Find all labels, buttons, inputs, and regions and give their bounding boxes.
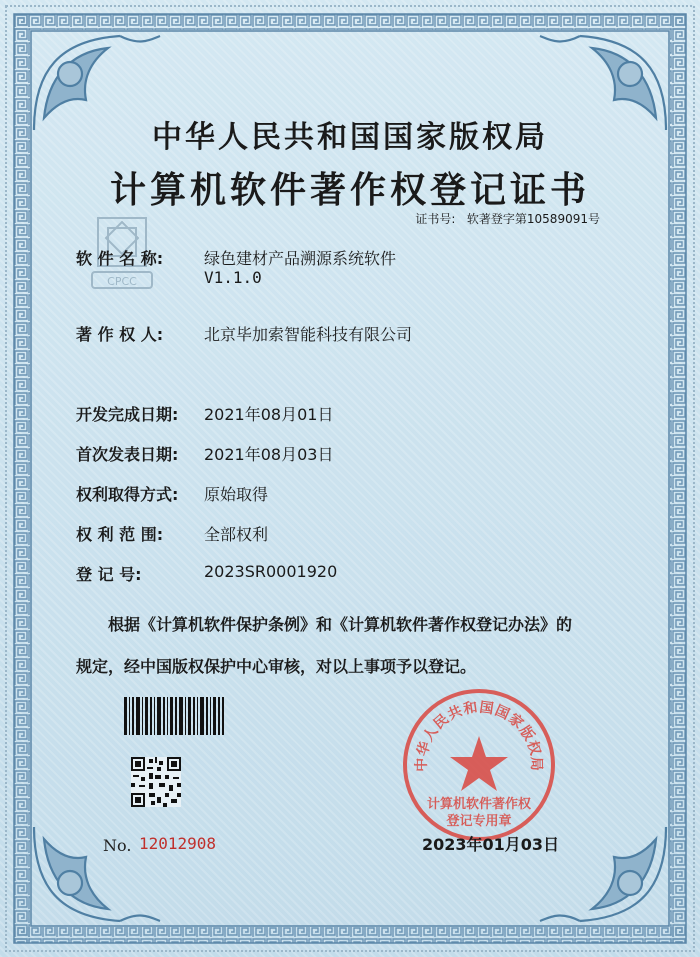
seal-line-2: 登记专用章 (446, 814, 512, 829)
serial-number-label: No. (103, 836, 132, 855)
certificate-title: 计算机软件著作权登记证书 (109, 169, 590, 211)
publication-date-label: 首次发表日期: (76, 445, 179, 464)
software-version-value: V1.1.0 (204, 268, 262, 287)
statement-line-2: 规定，经中国版权保护中心审核，对以上事项予以登记。 (76, 657, 477, 676)
development-date-label: 开发完成日期: (76, 405, 179, 424)
issuer-title: 中华人民共和国国家版权局 (152, 120, 548, 155)
seal-line-1: 计算机软件著作权 (426, 797, 532, 812)
certificate-number (415, 210, 600, 227)
rights-acquisition-label: 权利取得方式: (76, 485, 179, 504)
certificate-number-label: 证书号: (415, 212, 456, 226)
certificate-number-value: 软著登字第10589091号 (466, 212, 600, 226)
issue-date: 2023年01月03日 (422, 835, 560, 854)
publication-date-value: 2021年08月03日 (204, 445, 334, 464)
registration-number-value: 2023SR0001920 (204, 562, 338, 581)
rights-scope-label: 权 利 范 围: (76, 525, 164, 544)
official-seal-icon (400, 686, 558, 844)
rights-scope-value: 全部权利 (204, 525, 269, 544)
development-date-value: 2021年08月01日 (204, 405, 334, 424)
statement-line-1: 根据《计算机软件保护条例》和《计算机软件著作权登记办法》的 (108, 615, 573, 634)
serial-number-value: 12012908 (139, 834, 217, 853)
seal-top-text: 中华人民共和国国家版权局 (413, 699, 545, 772)
copyright-owner-label: 著 作 权 人: (76, 325, 164, 344)
logo-text: CPCC (107, 275, 137, 288)
registration-number-label: 登 记 号: (76, 565, 142, 584)
copyright-owner-value: 北京毕加索智能科技有限公司 (204, 325, 413, 344)
software-name-label: 软 件 名 称: (76, 249, 164, 268)
seal-star-icon (450, 736, 508, 791)
barcode-icon (124, 697, 224, 735)
rights-acquisition-value: 原始取得 (204, 485, 269, 504)
software-name-value: 绿色建材产品溯源系统软件 (204, 249, 397, 268)
qr-code-icon (131, 757, 181, 807)
